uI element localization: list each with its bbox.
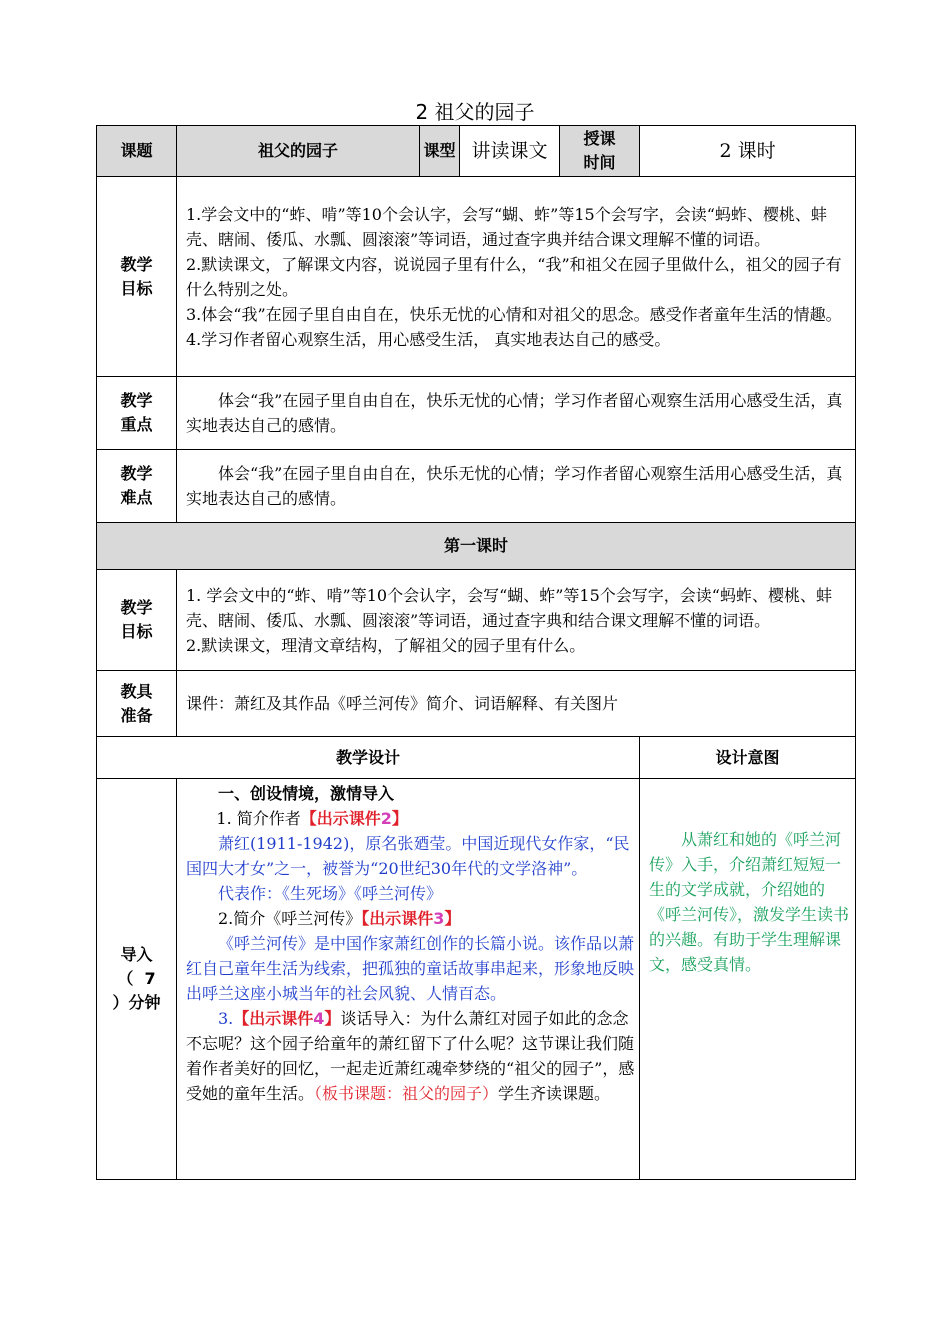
lesson-plan-table — [96, 125, 856, 1180]
tools-row — [97, 671, 856, 737]
goals-label — [97, 177, 177, 377]
step-3-text: 谈话导入：为什么萧红对园子如此的念念不忘呢？这个园子给童年的萧红留下了什么呢？这节课让我们随着作者美好的回忆，一起走近萧红魂牵梦绕的“祖父的园子”，感受她的童年生活。 — [186, 1009, 635, 1103]
step-1-label: 1. 简介作者 — [216, 809, 301, 828]
step-1-slide-tag: 【出示课件 — [300, 809, 381, 828]
intro-step-1 — [186, 806, 635, 831]
key-points-text: 体会“我”在园子里自由自在，快乐无忧的心情；学习作者留心观察生活用心感受生活，真实地表达自己的感情。 — [186, 391, 843, 435]
type-label: 课型 — [420, 126, 460, 177]
tools-label-line1: 教具 — [120, 681, 153, 701]
difficulties-text: 体会“我”在园子里自由自在，快乐无忧的心情；学习作者留心观察生活用心感受生活，真实地表达自己的感情。 — [186, 464, 843, 508]
type-value: 讲读课文 — [460, 126, 560, 177]
step-2-label: 2.简介《呼兰河传》 — [218, 909, 362, 928]
intro-content — [177, 779, 640, 1180]
book-intro: 《呼兰河传》是中国作家萧红创作的长篇小说。该作品以萧红自己童年生活为线索，把孤独的童话故事串起来，形象地反映出呼兰这座小城当年的社会风貌、人情百态。 — [186, 934, 635, 1003]
step-3-label: 3. — [218, 1009, 234, 1028]
step-3-slide-close: 】 — [324, 1009, 341, 1028]
lesson1-goals-content — [177, 570, 856, 671]
key-points-content — [177, 377, 856, 450]
time-label — [560, 126, 640, 177]
lesson1-goal-item: 1. 学会文中的“蚱、啃”等10个会认字，会写“蝴、蚱”等15个会写字，会读“蚂蚱、樱桃、蚌壳、瞎闹、倭瓜、水瓢、圆滚滚”等词语，通过查字典和结合课文理解不懂的词语。 — [186, 585, 832, 630]
difficulties-label-line1: 教学 — [120, 464, 153, 483]
intro-label-line2: （ 7 — [117, 969, 156, 988]
step-2-slide-tag: 【出示课件 — [361, 909, 434, 928]
tools-label — [97, 671, 177, 737]
intro-intent-text: 从萧红和她的《呼兰河传》入手，介绍萧红短短一生的文学成就，介绍她的《呼兰河传》，激发学生读书的兴趣。有助于学生理解课文，感受真情。 — [649, 830, 850, 974]
goals-content — [177, 177, 856, 377]
tools-text: 课件：萧红及其作品《呼兰河传》简介、词语解释、有关图片 — [177, 671, 856, 737]
topic-label: 课题 — [97, 126, 177, 177]
lesson1-goals-label-line2: 目标 — [120, 622, 153, 641]
lesson1-heading-row — [97, 523, 856, 570]
step-3-end: 学生齐读课题。 — [498, 1084, 611, 1103]
intro-section-title: 一、创设情境，激情导入 — [218, 784, 395, 803]
lesson1-goals-label — [97, 570, 177, 671]
goals-label-line1: 教学 — [120, 254, 153, 274]
goal-item: 4.学习作者留心观察生活，用心感受生活， 真实地表达自己的感受。 — [186, 329, 671, 349]
author-bio: 萧红(1911-1942)，原名张廼莹。中国近现代女作家，“民国四大才女”之一，被誉为“20世纪30年代的文学洛神”。 — [186, 834, 630, 878]
difficulties-label-line2: 难点 — [120, 488, 153, 507]
key-points-label-line2: 重点 — [120, 415, 153, 434]
step-2-slide-number: 3 — [433, 909, 445, 928]
goal-item: 2.默读课文，了解课文内容，说说园子里有什么，“我”和祖父在园子里做什么，祖父的园子有什么特别之处。 — [186, 254, 842, 299]
goals-label-line2: 目标 — [120, 278, 153, 298]
time-label-line2: 时间 — [583, 153, 616, 172]
topic-value: 祖父的园子 — [177, 126, 420, 177]
difficulties-label — [97, 450, 177, 523]
lesson1-goals-row — [97, 570, 856, 671]
intro-label-line3: ）分钟 — [112, 993, 161, 1012]
goal-item: 1.学会文中的“蚱、啃”等10个会认字，会写“蝴、蚱”等15个会写字，会读“蚂蚱、樱桃、蚌壳、瞎闹、倭瓜、水瓢、圆滚滚”等词语，通过查字典并结合课文理解不懂的词语。 — [186, 204, 827, 249]
key-points-label — [97, 377, 177, 450]
step-2-slide-close: 】 — [444, 909, 461, 928]
step-3-slide-number: 4 — [313, 1009, 325, 1028]
key-points-label-line1: 教学 — [120, 391, 153, 410]
step-3-slide-tag: 【出示课件 — [233, 1009, 314, 1028]
step-1-slide-close: 】 — [391, 809, 408, 828]
intro-label-line1: 导入 — [120, 945, 153, 964]
intro-row — [97, 779, 856, 1180]
author-works: 代表作：《生死场》《呼兰河传》 — [218, 884, 443, 903]
tools-label-line2: 准备 — [120, 705, 153, 725]
goals-row — [97, 177, 856, 377]
intro-step-3 — [186, 1006, 635, 1106]
difficulties-row — [97, 450, 856, 523]
lesson1-heading: 第一课时 — [97, 523, 856, 570]
difficulties-content — [177, 450, 856, 523]
intro-label — [97, 779, 177, 1180]
document-title: 2 祖父的园子 — [415, 100, 535, 124]
lesson1-goals-label-line1: 教学 — [120, 598, 153, 617]
intro-step-2 — [186, 906, 635, 931]
time-label-line1: 授课 — [583, 129, 616, 148]
goal-item: 3.体会“我”在园子里自由自在，快乐无忧的心情和对祖父的思念。感受作者童年生活的情趣。 — [186, 304, 842, 324]
intent-header: 设计意图 — [640, 737, 856, 779]
intro-intent — [640, 779, 856, 1180]
header-row — [97, 126, 856, 177]
design-header-row — [97, 737, 856, 779]
step-1-slide-number: 2 — [380, 809, 392, 828]
board-note: （板书课题：祖父的园子） — [314, 1084, 499, 1103]
design-header: 教学设计 — [97, 737, 640, 779]
lesson1-goal-item: 2.默读课文，理清文章结构，了解祖父的园子里有什么。 — [186, 635, 586, 655]
time-value: 2 课时 — [640, 126, 856, 177]
key-points-row — [97, 377, 856, 450]
